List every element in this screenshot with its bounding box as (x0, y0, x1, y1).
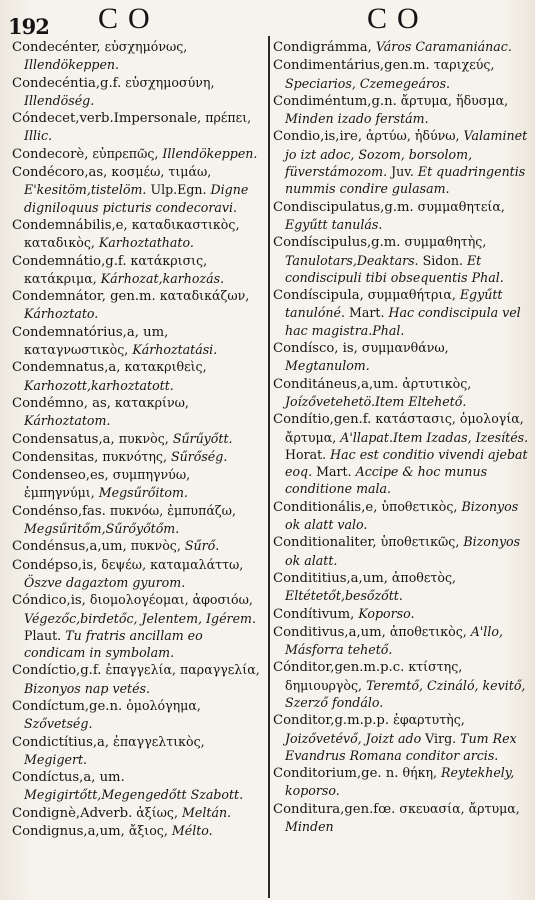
headword: Conditionaliter, (273, 535, 377, 551)
page-number: 192 (8, 14, 49, 39)
headword: Condignus,a,um, (12, 824, 125, 840)
headword: Condíctum,ge.n. (12, 698, 123, 714)
greek-equivalent: κατάκρισις, κατάκριμα, (24, 252, 208, 286)
dictionary-entry (12, 556, 264, 592)
dictionary-entry (12, 145, 264, 163)
author-reference: Horat. (285, 446, 327, 462)
headword: Condignè,Adverb. (12, 805, 133, 821)
greek-equivalent: πυκνὸς, (126, 538, 181, 554)
column-divider (268, 36, 270, 898)
hungarian-translation: Egyűtt tanulóné. (285, 287, 503, 321)
headword: Conditura,gen.fœ. (273, 801, 396, 817)
dictionary-entry (273, 127, 531, 197)
greek-equivalent: ὑποθετικῶς, (376, 534, 460, 550)
dictionary-entry (12, 358, 264, 394)
headword: Conditionális,e, (273, 499, 378, 515)
greek-equivalent: ἐπαγγελία, παραγγελία, (101, 662, 260, 678)
author-reference: Virg. (421, 730, 457, 746)
headword: Condimentárius,gen.m. (273, 58, 430, 74)
headword: Condecénter, (12, 40, 101, 55)
dictionary-entry (273, 233, 531, 286)
dictionary-entry (12, 466, 264, 502)
greek-equivalent: δεψέω, καταμαλάττω, (97, 556, 244, 572)
latin-citation: Et condiscipuli tibi obsequentis Phal. (285, 252, 504, 285)
dictionary-entry (12, 804, 264, 822)
greek-equivalent: ἄρτυμα, ἥδυσμα, (396, 92, 509, 108)
hungarian-translation: Illendöség. (24, 92, 95, 108)
headword: Condemnábilis,e, (12, 217, 128, 233)
latin-citation: Hac est conditio vivendi ajebat eoq. (285, 446, 528, 480)
hungarian-translation: Megsűrőitom. (94, 485, 188, 501)
headword: Condemnatus,a, (12, 360, 121, 376)
headword: Condénso,fas. (12, 503, 106, 519)
dictionary-entry (12, 502, 264, 538)
latin-citation: Hac condiscipula vel hac magistra.Phal. (285, 305, 521, 338)
dictionary-entry (12, 537, 264, 555)
author-reference: Plaut. (24, 627, 62, 643)
hungarian-translation: Illendökeppen. (158, 145, 258, 161)
dictionary-entry (273, 410, 531, 497)
hungarian-translation: Teremtő, Czináló, kevitő, Szerző fondálo. (285, 677, 526, 710)
greek-equivalent: ἀρτυτικὸς, (398, 375, 472, 391)
dictionary-entry (12, 38, 264, 74)
greek-equivalent: πυκνότης, (98, 448, 167, 464)
headword: Condécoro,as, (12, 165, 108, 181)
headword: Condio,is,ire, (273, 129, 363, 145)
dictionary-entry (12, 768, 264, 804)
greek-equivalent: κατακρίνω, (110, 394, 189, 410)
hungarian-translation: Mélto. (167, 823, 213, 839)
hungarian-translation: Tanulotars,Deaktars. (285, 252, 419, 268)
dictionary-entry (273, 498, 531, 534)
greek-equivalent: καταδικάζων, (155, 288, 250, 304)
dictionary-entry (273, 339, 531, 375)
headword: Condensitas, (12, 449, 99, 465)
dictionary-entry (273, 198, 531, 234)
headword: Condemnátor, gen.m. (12, 289, 156, 305)
dictionary-entry (273, 764, 531, 800)
latin-citation: Accipe & hoc munus conditione mala. (285, 464, 488, 497)
greek-equivalent: εὐπρεπῶς, (88, 145, 159, 161)
headword: Condenseo,es, (12, 468, 109, 484)
dictionary-entry (12, 430, 264, 448)
dictionary-entry (12, 394, 264, 430)
dictionary-entry (273, 56, 531, 92)
latin-citation: Et quadringentis nummis condire gulasam. (285, 164, 526, 197)
hungarian-translation: Megigirtőtt,Megengedőtt Szabott. (24, 787, 244, 803)
headword: Conditor,g.m.p.p. (273, 713, 390, 729)
headword: Condítivum, (273, 606, 355, 622)
running-header-left: CO (98, 2, 160, 35)
headword: Cóndecet,verb.Impersonale, (12, 111, 202, 127)
hungarian-translation: Sűrőség. (167, 448, 228, 464)
hungarian-translation: Valaminet jo izt adoc, Sozom, borsolom, füverstámozom. (285, 128, 528, 180)
hungarian-translation: Megigert. (24, 751, 88, 767)
headword: Conditorium,ge. n. (273, 766, 399, 782)
greek-equivalent: εὐσχημοσύνη, (121, 74, 215, 90)
running-header-right: CO (367, 2, 429, 35)
greek-equivalent: συμμαθήτρια, (363, 287, 456, 303)
greek-equivalent: ἐπαγγελτικὸς, (109, 733, 205, 749)
hungarian-translation: Joízővetehetö.Item Eltehető. (285, 393, 467, 409)
dictionary-entry (12, 74, 264, 110)
dictionary-entry (273, 800, 531, 836)
headword: Condictítius,a, (12, 734, 110, 750)
hungarian-translation: Bizonyos nap vetés. (24, 680, 151, 696)
author-reference: Juv. (387, 164, 414, 180)
dictionary-entry (12, 591, 264, 661)
hungarian-translation: Reytekhely, koporso. (285, 765, 515, 799)
hungarian-translation: Megtanulom. (285, 358, 370, 374)
headword: Condíctio,g.f. (12, 663, 102, 679)
dictionary-entry (12, 822, 264, 840)
hungarian-translation: Speciarios, Czemegeáros. (285, 75, 451, 91)
headword: Condensatus,a, (12, 431, 115, 447)
headword: Condépso,is, (12, 557, 98, 573)
author-reference: Mart. (344, 305, 385, 321)
greek-equivalent: σκευασία, ἄρτυμα, (395, 800, 520, 816)
dictionary-entry (12, 163, 264, 216)
greek-equivalent: κατακριθεὶς, (120, 359, 207, 375)
hungarian-translation: Meltán. (178, 804, 232, 820)
headword: Condemnatórius,a, um, (12, 324, 169, 340)
headword: Condíscipula, (273, 288, 364, 304)
greek-equivalent: ἀξίως, (132, 804, 178, 820)
headword: Cóndico,is, (12, 593, 86, 609)
headword: Conditáneus,a,um. (273, 376, 399, 392)
greek-equivalent: συμμαθητὴς, (400, 234, 487, 250)
greek-equivalent: ὑποθετικὸς, (377, 498, 458, 514)
hungarian-translation: Kárhoztatom. (24, 413, 111, 429)
right-column (273, 38, 531, 835)
hungarian-translation: Illic. (24, 128, 53, 144)
dictionary-entry (12, 661, 264, 697)
hungarian-translation: Eltétetőt,besőzőtt. (285, 588, 403, 604)
dictionary-entry (273, 38, 531, 56)
hungarian-translation: Sűrűyőtt. (168, 430, 233, 446)
dictionary-entry (273, 286, 531, 339)
greek-equivalent: ταριχεύς, (429, 57, 495, 73)
hungarian-translation: Szővetség. (24, 716, 93, 732)
dictionary-entry (12, 216, 264, 252)
dictionary-entry (273, 623, 531, 659)
dictionary-entry (12, 109, 264, 145)
headword: Condiméntum,g.n. (273, 93, 397, 109)
greek-equivalent: καταγνωστικὸς, (24, 342, 129, 358)
hungarian-translation: A'llo, Másforra tehető. (285, 623, 503, 658)
headword: Condecorè, (12, 146, 89, 162)
greek-equivalent: ἀποθετικὸς, (385, 623, 467, 639)
greek-equivalent: κτίστης, δημιουργὸς, (285, 659, 463, 693)
hungarian-translation: Kárhoztatási. (128, 342, 218, 358)
greek-equivalent: εὐσχημόνως, (100, 39, 188, 54)
greek-equivalent: ἀποθετὸς, (387, 569, 457, 585)
dictionary-entry (273, 375, 531, 411)
headword: Conditivus,a,um, (273, 624, 386, 640)
greek-equivalent: συμπηγνύω, ἐμπηγνύμι, (24, 467, 191, 501)
dictionary-entry (273, 533, 531, 569)
greek-equivalent: ἐφαρτυτὴς, (389, 712, 465, 728)
dictionary-entry (12, 323, 264, 359)
left-column (12, 38, 264, 840)
hungarian-translation: Végezőc,birdetőc, Jelentem, Igérem. (24, 610, 256, 626)
hungarian-translation: Egyűtt tanulás. (285, 216, 383, 232)
greek-equivalent: πρέπει, (201, 110, 252, 126)
hungarian-translation: Megsűritőm,Sűrőyőtőm. (24, 521, 180, 537)
greek-equivalent: θήκη, (398, 765, 438, 781)
hungarian-translation: Bizonyos ok alatt valo. (285, 498, 519, 533)
headword: Condigrámma, (273, 40, 372, 55)
headword: Condísco, is, (273, 341, 358, 357)
hungarian-translation: Minden izado ferstám. (285, 111, 429, 127)
greek-equivalent: κοσμέω, τιμάω, (107, 164, 212, 180)
dictionary-entry (12, 697, 264, 733)
greek-equivalent: διομολογέομαι, ἀφοσιόω, (85, 592, 253, 608)
headword: Condénsus,a,um, (12, 539, 127, 555)
dictionary-entry (273, 569, 531, 605)
greek-equivalent: ὁμολόγημα, (122, 697, 201, 713)
hungarian-translation: Minden (285, 819, 334, 835)
dictionary-entry (273, 92, 531, 128)
author-reference: Sidon. (418, 252, 463, 268)
headword: Cónditor,gen.m.p.c. (273, 660, 405, 676)
dictionary-entry (273, 658, 531, 711)
greek-equivalent: συμμαθητεία, (413, 198, 505, 214)
headword: Condiscipulatus,g.m. (273, 199, 414, 215)
hungarian-translation: E'kesitöm,tistelöm. (24, 182, 147, 198)
greek-equivalent: καταδικαστικὸς, καταδικὸς, (24, 216, 240, 251)
headword: Condíscipulus,g.m. (273, 235, 401, 251)
hungarian-translation: Sűrő. (180, 538, 220, 554)
dictionary-entry (12, 733, 264, 769)
hungarian-translation: Karhoztathato. (94, 235, 194, 251)
hungarian-translation: Kárhoztato. (24, 306, 99, 322)
headword: Condémno, as, (12, 395, 111, 411)
greek-equivalent: συμμανθάνω, (357, 340, 449, 356)
greek-equivalent: ἄξιος, (124, 823, 168, 839)
latin-citation: Tu fratris ancillam eo condicam in symbolam. (24, 627, 203, 661)
hungarian-translation: Illendökeppen. (24, 57, 120, 73)
hungarian-translation: Karhozott,karhoztatott. (24, 377, 174, 393)
dictionary-entry (12, 448, 264, 466)
hungarian-translation: Kárhozat,karhozás. (96, 270, 225, 286)
dictionary-entry (12, 252, 264, 288)
greek-equivalent: πυκνόω, ἐμπυπάζω, (105, 502, 236, 518)
latin-citation: Tum Rex Evandrus Romana conditor arcis. (285, 730, 517, 763)
dictionary-entry (12, 287, 264, 323)
hungarian-translation: Öszve dagaztom gyurom. (24, 574, 186, 590)
hungarian-translation: Koporso. (354, 605, 415, 621)
greek-equivalent: κατάστασις, ὁμολογία, ἄρτυμα, (285, 411, 524, 445)
headword: Condemnátio,g.f. (12, 253, 127, 269)
headword: Condecéntia,g.f. (12, 75, 122, 91)
hungarian-translation: A'llapat.Item Izadas, Izesítés. (336, 429, 529, 445)
dictionary-entry (273, 605, 531, 623)
headword: Condititius,a,um, (273, 570, 388, 586)
author-reference: Mart. (312, 464, 352, 480)
dictionary-entry (273, 711, 531, 764)
headword: Condítio,gen.f. (273, 412, 372, 428)
author-reference: Ulp.Egn. (146, 182, 207, 198)
hungarian-translation: Bizonyos ok alatt. (285, 534, 521, 568)
greek-equivalent: ἀρτύω, ἡδύνω, (362, 128, 460, 144)
hungarian-translation: Város Caramaniánac. (371, 39, 512, 54)
hungarian-translation: Joizővetévő, Joizt ado (285, 730, 422, 746)
headword: Condíctus,a, um. (12, 770, 125, 786)
greek-equivalent: πυκνὸς, (114, 430, 169, 446)
latin-citation: Digne digniloquus picturis condecoravi. (24, 182, 249, 215)
